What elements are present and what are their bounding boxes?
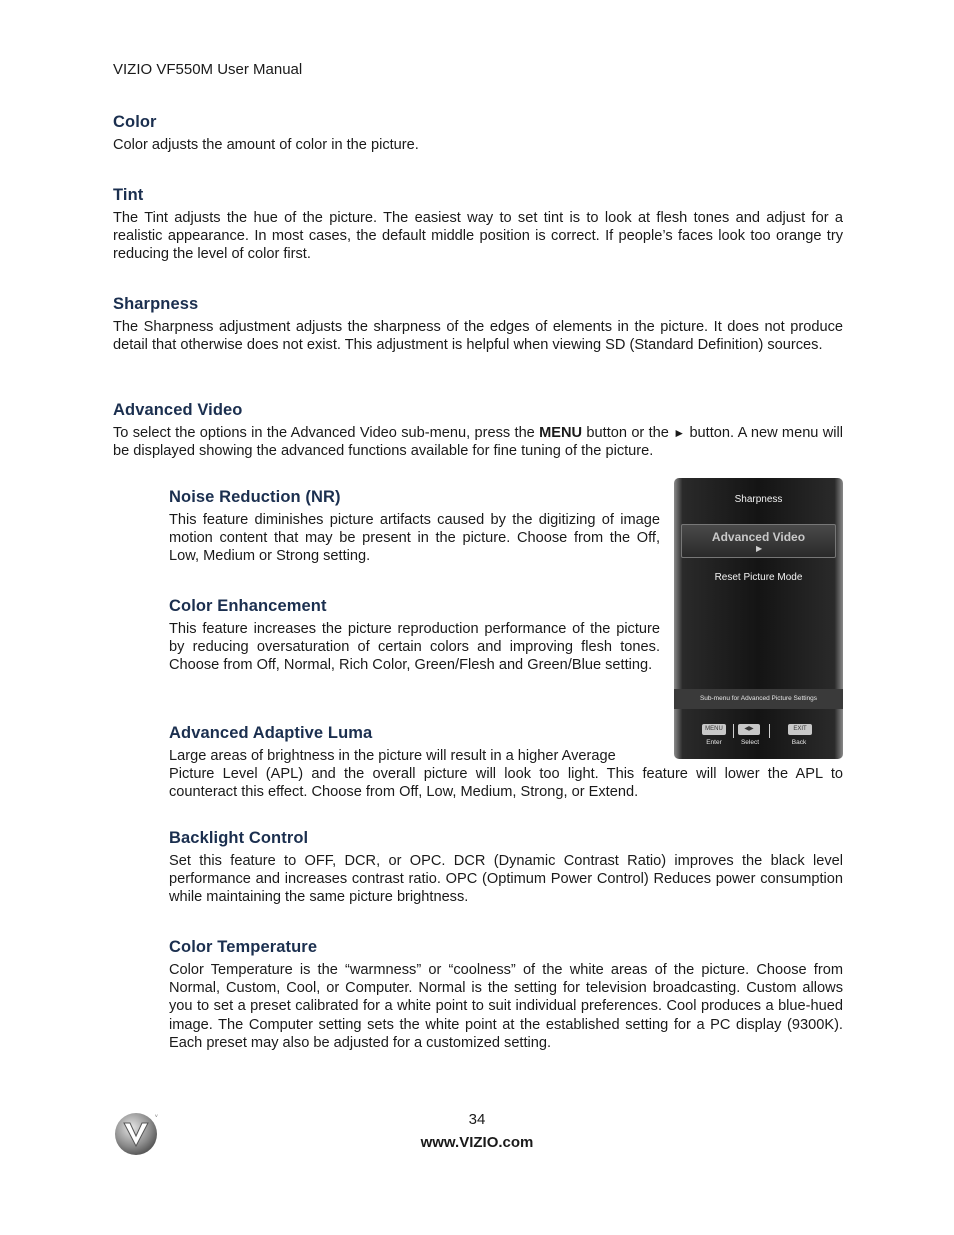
section-heading: Color <box>113 113 157 131</box>
section-heading: Color Enhancement <box>169 597 327 615</box>
key-caption-enter: Enter <box>706 739 722 746</box>
divider <box>733 724 734 738</box>
osd-item-advanced-video <box>681 524 836 558</box>
text-run: button or the <box>582 425 674 441</box>
section-body: Color adjusts the amount of color in the picture. <box>113 137 419 153</box>
text-run: button. A new menu will be displayed showing the advanced functions available for fine tuning of the picture. <box>113 425 844 460</box>
section-heading: Tint <box>113 186 144 204</box>
section-body: Picture Level (APL) and the overall picture will look too light. This feature will lower the APL to counteract this effect. Choose from Off, Low, Medium, Strong, or Extend. <box>169 766 843 801</box>
right-arrow-icon: ► <box>673 426 686 440</box>
section-heading: Color Temperature <box>169 938 318 956</box>
osd-menu-screenshot <box>674 478 843 759</box>
section-heading: Sharpness <box>113 295 199 313</box>
divider <box>769 724 770 738</box>
section-sharpness <box>113 295 843 354</box>
section-body: This feature increases the picture reproduction performance of the picture by reducing oversaturation of certain colors and improving flesh tones. Choose from Off, Normal, Rich Color, Green/Flesh and Green/Blue setting. <box>169 621 660 674</box>
section-color <box>113 113 843 154</box>
section-heading: Backlight Control <box>169 829 309 847</box>
section-heading: Noise Reduction (NR) <box>169 488 341 506</box>
section-heading: Advanced Adaptive Luma <box>169 724 373 742</box>
osd-help-text: Sub-menu for Advanced Picture Settings <box>674 689 843 709</box>
section-body: Color Temperature is the “warmness” or “coolness” of the white areas of the picture. Choose from Normal, Custom, Cool, or Computer. Normal is the setting for television broadcasting. Custom allows you to set a preset calibrated for a white point to suit individual preferences. Cool produces a blue-hued image. The Computer setting sets the white point at the established setting for a PC display (9300K). Each preset may also be adjusted for a customized setting. <box>169 962 843 1051</box>
section-advanced-video <box>113 401 843 460</box>
select-arrows-icon: ◀▶ <box>738 724 760 735</box>
section-color-temperature <box>169 938 843 1052</box>
section-body: The Sharpness adjustment adjusts the sharpness of the edges of elements in the picture. It does not produce detail that otherwise does not exist. This adjustment is helpful when viewing SD (Standard Definition) sources. <box>113 319 843 354</box>
section-color-enhancement <box>169 597 660 675</box>
page-header: VIZIO VF550M User Manual <box>113 61 303 78</box>
osd-item-label: Advanced Video <box>711 530 806 544</box>
osd-item-sharpness: Sharpness <box>734 494 783 505</box>
logo-letter: V <box>155 1113 158 1118</box>
section-body: The Tint adjusts the hue of the picture. The easiest way to set tint is to look at flesh tones and adjust for a realistic appearance. In most cases, the default middle position is correct. If people’s faces look too orange try reducing the level of color first. <box>113 210 843 263</box>
key-caption-back: Back <box>791 739 807 746</box>
text-run: To select the options in the Advanced Video sub-menu, press the <box>113 425 540 441</box>
exit-key-icon: EXIT <box>788 724 812 735</box>
menu-key-icon: MENU <box>702 724 726 735</box>
section-body-line1: Large areas of brightness in the picture will result in a higher Average <box>169 748 616 764</box>
menu-key-word: MENU <box>539 425 583 441</box>
osd-key-legend <box>674 724 843 754</box>
section-backlight-control <box>169 829 843 907</box>
section-noise-reduction <box>169 488 660 566</box>
right-arrow-icon: ▶ <box>756 544 763 553</box>
section-body: This feature diminishes picture artifacts caused by the digitizing of image motion content that may be present in the picture. Choose from the Off, Low, Medium or Strong setting. <box>169 512 660 565</box>
section-body <box>113 424 843 460</box>
website-link[interactable]: www.VIZIO.com <box>420 1134 534 1151</box>
section-tint <box>113 186 843 264</box>
osd-item-reset-picture-mode: Reset Picture Mode <box>714 572 803 583</box>
key-caption-select: Select <box>740 739 760 746</box>
section-heading: Advanced Video <box>113 401 243 419</box>
section-body: Set this feature to OFF, DCR, or OPC. DCR (Dynamic Contrast Ratio) improves the black level performance and increases contrast ratio. OPC (Optimum Power Control) Reduces power consumption while maintaining the same picture brightness. <box>169 853 843 906</box>
page-number: 34 <box>468 1111 486 1128</box>
